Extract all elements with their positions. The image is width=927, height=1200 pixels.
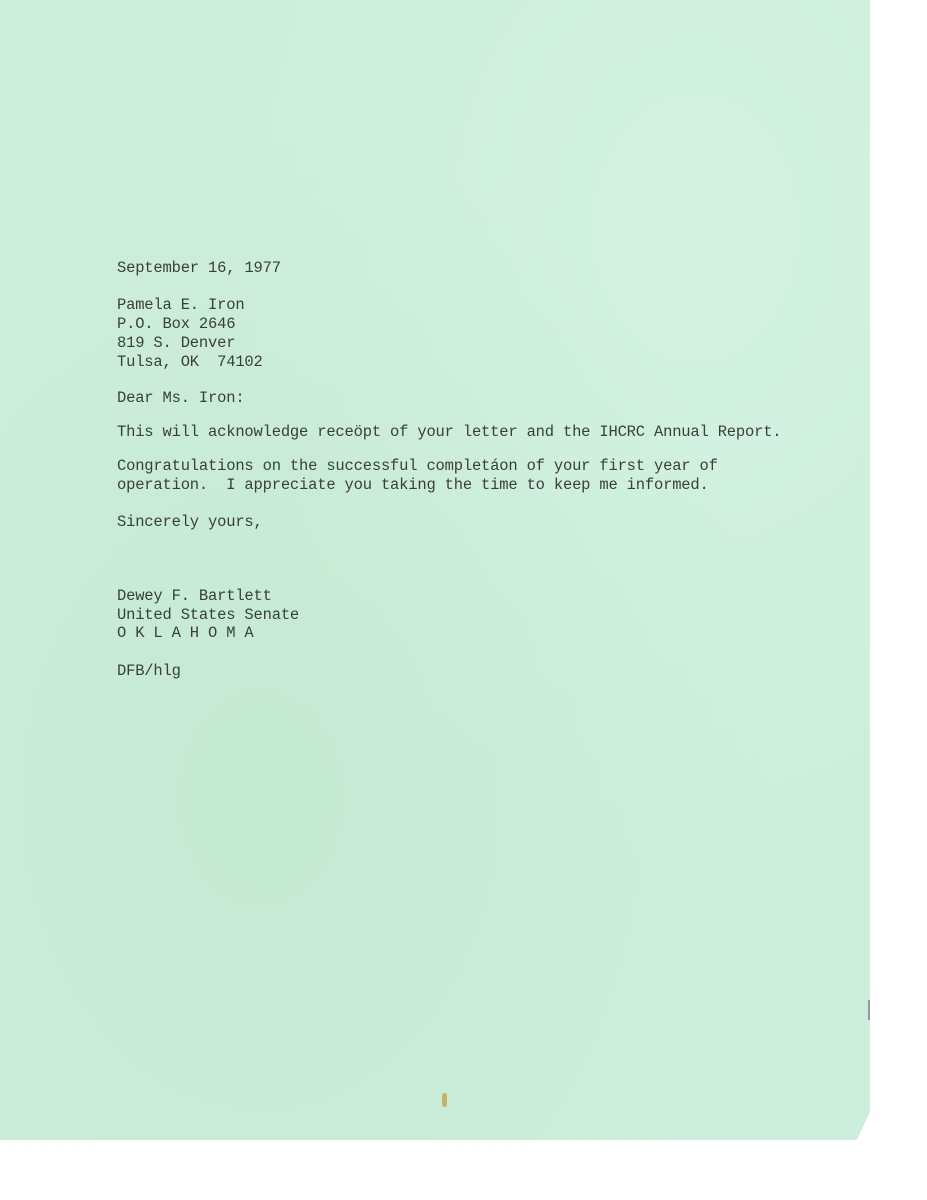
letter-date: September 16, 1977 [117, 259, 281, 277]
body-paragraph-2-line: Congratulations on the successful completáon of your first year of [117, 457, 718, 475]
signer-title: United States Senate [117, 606, 300, 624]
recipient-address-line: P.O. Box 2646 [117, 315, 236, 333]
body-paragraph-2-line: operation. I appreciate you taking the time to keep me informed. [117, 476, 709, 494]
salutation: Dear Ms. Iron: [117, 389, 245, 407]
closing: Sincerely yours, [117, 513, 263, 531]
signer-state: O K L A H O M A [117, 624, 254, 642]
recipient-address-line: 819 S. Denver [117, 334, 236, 352]
recipient-address-line: Tulsa, OK 74102 [117, 353, 263, 371]
paper-stain [442, 1093, 447, 1107]
body-paragraph-1: This will acknowledge receöpt of your letter and the IHCRC Annual Report. [117, 423, 782, 441]
reference-initials: DFB/hlg [117, 662, 181, 680]
recipient-name: Pamela E. Iron [117, 296, 245, 314]
signer-name: Dewey F. Bartlett [117, 587, 272, 605]
page-edge [868, 1000, 870, 1020]
